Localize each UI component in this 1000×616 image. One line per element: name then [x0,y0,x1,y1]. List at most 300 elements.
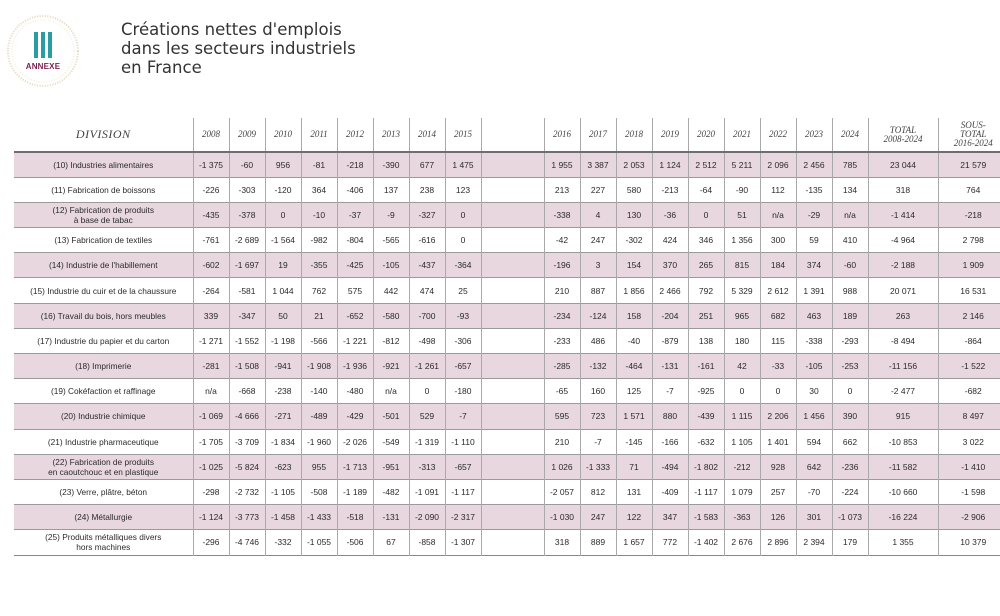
gap-header [481,118,544,152]
year-value: -1 307 [445,530,481,555]
year-value: 1 856 [616,278,652,303]
total-value: 20 071 [868,278,938,303]
year-value: -1 402 [688,530,724,555]
gap-cell [481,152,544,177]
year-value: 51 [724,202,760,227]
division-name [14,429,193,454]
year-value: 265 [688,253,724,278]
year-value: 0 [445,228,481,253]
year-value: 762 [301,278,337,303]
year-value: 424 [652,228,688,253]
year-value: -93 [445,303,481,328]
gap-cell [481,379,544,404]
year-header: 2019 [652,118,688,152]
total-value: 23 044 [868,152,938,177]
title-line-2: dans les secteurs industriels [121,39,356,58]
year-header: 2020 [688,118,724,152]
total-header [868,118,938,152]
division-name [14,328,193,353]
year-value: 126 [760,505,796,530]
year-header: 2015 [445,118,481,152]
year-value: -804 [337,228,373,253]
subtotal-value: 3 022 [938,429,1000,454]
year-value: -435 [193,202,229,227]
year-value: 19 [265,253,301,278]
year-value: 131 [616,479,652,504]
year-value: -253 [832,354,868,379]
year-header: 2018 [616,118,652,152]
total-value: -4 964 [868,228,938,253]
year-value: 0 [409,379,445,404]
table-row [14,354,1000,379]
year-value: -879 [652,328,688,353]
table-header-row [14,118,1000,152]
year-value: -37 [337,202,373,227]
year-value: -10 [301,202,337,227]
year-value: 2 456 [796,152,832,177]
year-value: -3 773 [229,505,265,530]
year-value: -306 [445,328,481,353]
table-row [14,379,1000,404]
year-value: -132 [580,354,616,379]
gap-cell [481,404,544,429]
year-value: -1 271 [193,328,229,353]
subtotal-header [938,118,1000,152]
year-value: -7 [652,379,688,404]
year-value: 965 [724,303,760,328]
year-value: 115 [760,328,796,353]
division-name-line: (13) Fabrication de textiles [54,235,153,246]
year-value: -1 697 [229,253,265,278]
year-value: -1 261 [409,354,445,379]
gap-cell [481,429,544,454]
year-value: -145 [616,429,652,454]
year-value: 184 [760,253,796,278]
year-value: -2 026 [337,429,373,454]
year-value: -105 [796,354,832,379]
year-value: -332 [265,530,301,555]
year-value: 642 [796,454,832,479]
year-value: 42 [724,354,760,379]
year-header: 2013 [373,118,409,152]
year-value: 1 391 [796,278,832,303]
year-value: 300 [760,228,796,253]
subtotal-value: -2 906 [938,505,1000,530]
division-name-line: (15) Industrie du cuir et de la chaussure [30,285,177,296]
year-value: 227 [580,177,616,202]
division-name-line: à base de tabac [73,214,133,225]
gap-cell [481,253,544,278]
subtotal-header-line: 2016-2024 [953,138,993,148]
year-value: 955 [301,454,337,479]
year-value: 134 [832,177,868,202]
year-value: -81 [301,152,337,177]
year-value: 59 [796,228,832,253]
gap-cell [481,228,544,253]
division-name-line: (10) Industries alimentaires [53,159,154,170]
year-value: -657 [445,454,481,479]
year-value: -7 [580,429,616,454]
year-value: 347 [652,505,688,530]
year-value: -355 [301,253,337,278]
division-name-line: (20) Industrie chimique [61,411,146,422]
subtotal-value: 8 497 [938,404,1000,429]
year-value: 370 [652,253,688,278]
year-header: 2021 [724,118,760,152]
year-value: -347 [229,303,265,328]
year-value: -124 [580,303,616,328]
year-value: -480 [337,379,373,404]
total-value: -1 414 [868,202,938,227]
year-value: -1 375 [193,152,229,177]
year-value: 442 [373,278,409,303]
year-value: -489 [301,404,337,429]
table-row [14,479,1000,504]
year-value: -60 [832,253,868,278]
year-value: -4 746 [229,530,265,555]
year-value: -1 091 [409,479,445,504]
total-value: 263 [868,303,938,328]
year-value: -40 [616,328,652,353]
year-value: 4 [580,202,616,227]
total-header-line: 2008-2024 [883,133,923,144]
page-title [121,20,451,77]
subtotal-value: 16 531 [938,278,1000,303]
total-value: 318 [868,177,938,202]
year-value: -296 [193,530,229,555]
year-value: -212 [724,454,760,479]
year-value: -161 [688,354,724,379]
year-value: 529 [409,404,445,429]
year-value: 137 [373,177,409,202]
year-value: -409 [652,479,688,504]
year-value: 138 [688,328,724,353]
year-value: -632 [688,429,724,454]
year-header: 2012 [337,118,373,152]
year-value: 812 [580,479,616,504]
year-header: 2024 [832,118,868,152]
year-value: 1 657 [616,530,652,555]
year-value: -281 [193,354,229,379]
year-value: -761 [193,228,229,253]
subtotal-header-line: SOUS- [960,120,986,130]
year-value: 257 [760,479,796,504]
year-value: -1 198 [265,328,301,353]
year-value: 180 [724,328,760,353]
year-value: 301 [796,505,832,530]
year-value: -302 [616,228,652,253]
year-value: 3 387 [580,152,616,177]
year-value: -581 [229,278,265,303]
subtotal-value: -218 [938,202,1000,227]
division-name [14,228,193,253]
year-value: -1 433 [301,505,337,530]
year-value: 1 105 [724,429,760,454]
year-value: 3 [580,253,616,278]
subtotal-header-line: TOTAL [960,129,987,139]
year-value: 238 [409,177,445,202]
year-value: 21 [301,303,337,328]
annexe-emblem [6,14,80,88]
year-value: -285 [544,354,580,379]
subtotal-value: -682 [938,379,1000,404]
year-value: 2 206 [760,404,796,429]
total-value: 915 [868,404,938,429]
division-name-line: (19) Cokéfaction et raffinage [50,386,156,397]
year-value: -439 [688,404,724,429]
year-value: 0 [688,202,724,227]
annexe-label: ANNEXE [25,62,61,71]
year-value: -264 [193,278,229,303]
division-name-line: (22) Fabrication de produits [52,456,154,467]
total-value: -2 188 [868,253,938,278]
table-row [14,278,1000,303]
year-value: 5 211 [724,152,760,177]
year-value: -565 [373,228,409,253]
year-value: -1 333 [580,454,616,479]
year-value: 2 896 [760,530,796,555]
total-value: -2 477 [868,379,938,404]
gap-cell [481,454,544,479]
subtotal-value: 10 379 [938,530,1000,555]
year-value: 213 [544,177,580,202]
total-value: -10 660 [868,479,938,504]
year-value: 2 466 [652,278,688,303]
year-value: -2 090 [409,505,445,530]
year-value: -234 [544,303,580,328]
table-row [14,404,1000,429]
division-name [14,454,193,479]
year-value: -549 [373,429,409,454]
subtotal-value: 2 146 [938,303,1000,328]
year-value: -1 583 [688,505,724,530]
year-value: n/a [832,202,868,227]
year-value: -941 [265,354,301,379]
year-value: 71 [616,454,652,479]
year-value: 889 [580,530,616,555]
year-header: 2008 [193,118,229,152]
gap-cell [481,530,544,555]
year-header: 2022 [760,118,796,152]
year-value: 339 [193,303,229,328]
year-value: -580 [373,303,409,328]
gap-cell [481,278,544,303]
year-value: -90 [724,177,760,202]
year-value: -700 [409,303,445,328]
subtotal-value: 2 798 [938,228,1000,253]
year-value: -1 713 [337,454,373,479]
year-header: 2014 [409,118,445,152]
year-value: 2 394 [796,530,832,555]
year-value: 251 [688,303,724,328]
table-row [14,454,1000,479]
year-value: -921 [373,354,409,379]
total-header-line: TOTAL [889,124,917,135]
division-name [14,278,193,303]
year-value: -213 [652,177,688,202]
year-value: -1 189 [337,479,373,504]
year-value: 130 [616,202,652,227]
year-value: 123 [445,177,481,202]
division-name-line: (18) Imprimerie [75,361,132,372]
division-name-line: (23) Verre, plâtre, béton [59,487,148,498]
year-value: -224 [832,479,868,504]
subtotal-value: -1 598 [938,479,1000,504]
year-value: -131 [373,505,409,530]
title-line-3: en France [121,58,202,77]
year-value: -812 [373,328,409,353]
year-value: -65 [544,379,580,404]
year-value: 887 [580,278,616,303]
year-value: -327 [409,202,445,227]
year-value: 210 [544,429,580,454]
division-header: DIVISION [75,127,131,141]
year-value: n/a [373,379,409,404]
year-value: -501 [373,404,409,429]
total-value: -16 224 [868,505,938,530]
year-value: -338 [544,202,580,227]
year-value: 25 [445,278,481,303]
year-value: 815 [724,253,760,278]
year-value: -236 [832,454,868,479]
division-name [14,202,193,227]
division-name-line: (17) Industrie du papier et du carton [37,335,170,346]
year-value: -140 [301,379,337,404]
year-value: -482 [373,479,409,504]
year-value: -1 508 [229,354,265,379]
total-value: -8 494 [868,328,938,353]
division-name-line: (24) Métallurgie [74,512,133,523]
year-value: -303 [229,177,265,202]
year-value: -364 [445,253,481,278]
year-value: 792 [688,278,724,303]
year-value: -7 [445,404,481,429]
gap-cell [481,177,544,202]
year-value: 346 [688,228,724,253]
year-value: -652 [337,303,373,328]
year-value: 0 [265,202,301,227]
year-value: -2 689 [229,228,265,253]
gap-cell [481,328,544,353]
year-value: -29 [796,202,832,227]
year-value: -233 [544,328,580,353]
year-value: -1 117 [688,479,724,504]
year-value: -1 055 [301,530,337,555]
year-value: -1 117 [445,479,481,504]
division-name-line: hors machines [76,542,131,553]
year-value: -566 [301,328,337,353]
year-value: 0 [832,379,868,404]
table-row [14,253,1000,278]
year-value: -5 824 [229,454,265,479]
year-value: -429 [337,404,373,429]
year-value: -293 [832,328,868,353]
subtotal-value: 21 579 [938,152,1000,177]
year-value: 1 044 [265,278,301,303]
division-name-line: (11) Fabrication de boissons [51,184,156,195]
year-value: -1 908 [301,354,337,379]
roman-numeral-three-emblem-icon [6,14,80,88]
year-value: 112 [760,177,796,202]
subtotal-value: 764 [938,177,1000,202]
year-value: -498 [409,328,445,353]
year-header: 2009 [229,118,265,152]
year-value: -858 [409,530,445,555]
year-value: 1 571 [616,404,652,429]
year-value: 1 124 [652,152,688,177]
year-value: 474 [409,278,445,303]
year-header: 2010 [265,118,301,152]
division-name [14,379,193,404]
division-name-line: (12) Fabrication de produits [52,204,154,215]
year-value: -1 802 [688,454,724,479]
year-value: -464 [616,354,652,379]
year-value: 318 [544,530,580,555]
gap-cell [481,202,544,227]
year-value: -1 105 [265,479,301,504]
gap-cell [481,303,544,328]
gap-cell [481,505,544,530]
year-value: -1 960 [301,429,337,454]
division-name-line: (14) Industrie de l'habillement [48,260,158,271]
employment-table [14,118,1000,556]
year-value: -338 [796,328,832,353]
year-value: -390 [373,152,409,177]
year-value: -1 073 [832,505,868,530]
year-value: 122 [616,505,652,530]
table-row [14,152,1000,177]
year-value: 410 [832,228,868,253]
year-value: -180 [445,379,481,404]
year-value: -602 [193,253,229,278]
division-name [14,354,193,379]
year-value: n/a [760,202,796,227]
year-value: 158 [616,303,652,328]
year-value: -2 732 [229,479,265,504]
division-name [14,505,193,530]
year-value: -494 [652,454,688,479]
gap-cell [481,479,544,504]
year-value: 463 [796,303,832,328]
year-value: 374 [796,253,832,278]
total-value: -10 853 [868,429,938,454]
division-name [14,530,193,555]
year-value: -616 [409,228,445,253]
subtotal-value: 1 909 [938,253,1000,278]
year-value: -2 317 [445,505,481,530]
year-value: 0 [760,379,796,404]
year-value: -406 [337,177,373,202]
year-value: -378 [229,202,265,227]
year-value: -9 [373,202,409,227]
year-value: -623 [265,454,301,479]
year-value: -2 057 [544,479,580,504]
year-value: -1 552 [229,328,265,353]
year-value: -196 [544,253,580,278]
year-value: -425 [337,253,373,278]
division-name [14,253,193,278]
year-value: 5 329 [724,278,760,303]
division-name-line: (16) Travail du bois, hors meubles [40,310,166,321]
year-value: 154 [616,253,652,278]
year-value: -70 [796,479,832,504]
year-value: 67 [373,530,409,555]
division-name-line: en caoutchouc et en plastique [48,466,159,477]
year-value: 723 [580,404,616,429]
year-value: 247 [580,228,616,253]
year-value: -218 [337,152,373,177]
year-value: -1 834 [265,429,301,454]
